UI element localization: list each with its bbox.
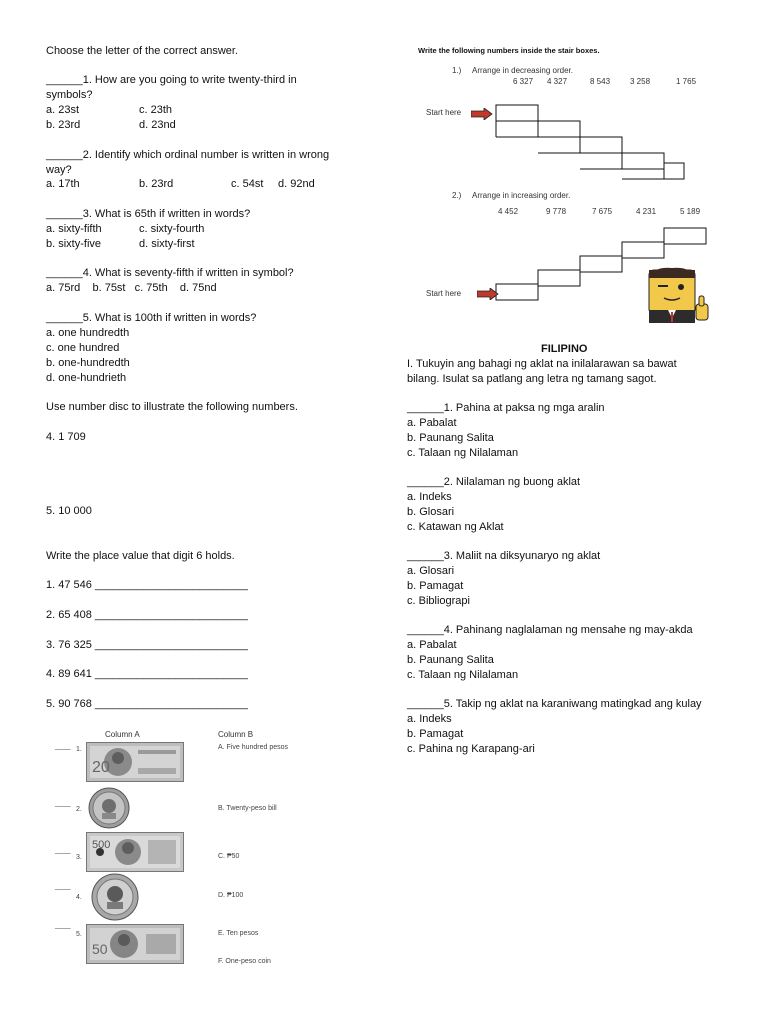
stairs-part1-label: 1.) Arrange in decreasing order.: [452, 66, 573, 75]
disc-instruction: Use number disc to illustrate the following numbers.: [46, 401, 298, 413]
ten-peso-coin-image: [90, 872, 140, 922]
stair-box[interactable]: [664, 228, 706, 244]
q3-stem: ______3. What is 65th if written in words?: [46, 208, 251, 220]
stairs-title: Write the following numbers inside the stair boxes.: [418, 46, 600, 55]
match-number: 3.: [76, 854, 82, 861]
fil-q2-choice-c: c. Katawan ng Aklat: [407, 521, 504, 533]
q1-choice-c: c. 23th: [139, 104, 173, 116]
q5-stem: ______5. What is 100th if written in words?: [46, 312, 257, 324]
fil-q5-choice-a: a. Indeks: [407, 713, 452, 725]
fil-q2-choice-b: b. Glosari: [407, 506, 455, 518]
match-blank: ____: [55, 743, 71, 750]
q3-choice-b: b. sixty-five: [46, 238, 102, 250]
fil-q1-choice-b: b. Paunang Salita: [407, 432, 494, 444]
q5-choice-c: c. one hundred: [46, 342, 120, 354]
filipino-heading: FILIPINO: [541, 343, 588, 355]
stair-box[interactable]: [580, 137, 622, 153]
bill-denomination: 50: [92, 941, 108, 957]
q2-choice-a: a. 17th: [46, 178, 80, 190]
math-instruction: Choose the letter of the correct answer.: [46, 45, 238, 57]
q3-choice-a: a. sixty-fifth: [46, 223, 102, 235]
stair-box[interactable]: [622, 153, 664, 169]
fil-q3-choice-a: a. Glosari: [407, 565, 455, 577]
place-item: 4. 89 641 _________________________: [46, 668, 248, 680]
column-b-item: A. Five hundred pesos: [218, 744, 289, 751]
fil-q2-choice-a: a. Indeks: [407, 491, 452, 503]
column-b-item: D. ₱100: [218, 892, 244, 899]
stairs-number: 1 765: [676, 77, 697, 86]
stairs-number: 6 327: [513, 77, 534, 86]
q1-choice-a: a. 23st: [46, 104, 80, 116]
q4-choices: a. 75rd b. 75st c. 75th d. 75nd: [46, 282, 217, 294]
fil-q5-choice-c: c. Pahina ng Karapang-ari: [407, 743, 535, 755]
stair-box[interactable]: [538, 121, 580, 137]
fil-q4-choice-a: a. Pabalat: [407, 639, 457, 651]
place-instruction: Write the place value that digit 6 holds.: [46, 550, 235, 562]
fil-q1-choice-a: a. Pabalat: [407, 417, 457, 429]
match-blank: ____: [55, 800, 71, 807]
q2-choice-b: b. 23rd: [139, 178, 174, 190]
q1-stem: ______1. How are you going to write twenty-third in: [46, 74, 297, 86]
column-a-header: Column A: [105, 730, 140, 739]
place-item: 2. 65 408 _________________________: [46, 609, 248, 621]
stairs-number: 5 189: [680, 207, 701, 216]
stairs-number: 4 231: [636, 207, 657, 216]
match-number: 1.: [76, 746, 82, 753]
column-b-header: Column B: [218, 730, 254, 739]
five-hundred-peso-bill-image: [86, 832, 184, 872]
q5-choice-b: b. one-hundredth: [46, 357, 130, 369]
place-item: 3. 76 325 _________________________: [46, 639, 248, 651]
stair-box[interactable]: [496, 284, 538, 300]
peso-coin-image: [88, 787, 130, 829]
stair-boxes-decreasing: [494, 103, 694, 183]
q5-choice-a: a. one hundredth: [46, 327, 130, 339]
bill-denomination: 20: [92, 759, 110, 776]
fil-q3-stem: ______3. Maliit na diksyunaryo ng aklat: [407, 550, 601, 562]
fil-q4-choice-c: c. Talaan ng Nilalaman: [407, 669, 519, 681]
filipino-instruction-cont: bilang. Isulat sa patlang ang letra ng tamang sagot.: [407, 373, 657, 385]
stair-box[interactable]: [496, 105, 538, 121]
match-number: 4.: [76, 894, 82, 901]
disc-item-5: 5. 10 000: [46, 505, 92, 517]
disc-item-4: 4. 1 709: [46, 431, 86, 443]
column-b-item: F. One-peso coin: [218, 958, 271, 965]
fil-q4-stem: ______4. Pahinang naglalaman ng mensahe ng may-akda: [407, 624, 693, 636]
stair-box[interactable]: [622, 242, 664, 258]
column-b-item: C. ₱50: [218, 853, 240, 860]
column-b-item: B. Twenty-peso bill: [218, 805, 277, 812]
fil-q3-choice-c: c. Bibliograpi: [407, 595, 470, 607]
fil-q5-stem: ______5. Takip ng aklat na karaniwang matingkad ang kulay: [407, 698, 702, 710]
place-item: 1. 47 546 _________________________: [46, 579, 248, 591]
fil-q4-choice-b: b. Paunang Salita: [407, 654, 494, 666]
q4-stem: ______4. What is seventy-fifth if written in symbol?: [46, 267, 294, 279]
fil-q5-choice-b: b. Pamagat: [407, 728, 464, 740]
fil-q1-choice-c: c. Talaan ng Nilalaman: [407, 447, 519, 459]
stairs-number: 4 327: [547, 77, 568, 86]
start-here-label: Start here: [426, 289, 462, 298]
place-item: 5. 90 768 _________________________: [46, 698, 248, 710]
stairs-number: 3 258: [630, 77, 651, 86]
fifty-peso-bill-image: [86, 924, 184, 964]
filipino-instruction: I. Tukuyin ang bahagi ng aklat na inilalarawan sa bawat: [407, 358, 677, 370]
q1-choice-b: b. 23rd: [46, 119, 81, 131]
q2-choice-d: d. 92nd: [278, 178, 315, 190]
bill-denomination: 500: [92, 839, 111, 851]
match-blank: ____: [55, 883, 71, 890]
q2-stem-cont: way?: [46, 164, 72, 176]
match-number: 2.: [76, 806, 82, 813]
stairs-number: 8 543: [590, 77, 611, 86]
column-b-item: E. Ten pesos: [218, 930, 259, 937]
start-here-label: Start here: [426, 108, 462, 117]
q1-stem-cont: symbols?: [46, 89, 93, 101]
q3-choice-c: c. sixty-fourth: [139, 223, 205, 235]
arrow-right-icon: [477, 288, 499, 300]
match-number: 5.: [76, 931, 82, 938]
arrow-right-icon: [471, 108, 493, 120]
q3-choice-d: d. sixty-first: [139, 238, 195, 250]
fil-q3-choice-b: b. Pamagat: [407, 580, 464, 592]
q1-choice-d: d. 23nd: [139, 119, 176, 131]
stair-box[interactable]: [580, 256, 622, 272]
stair-box[interactable]: [538, 270, 580, 286]
fil-q1-stem: ______1. Pahina at paksa ng mga aralin: [407, 402, 605, 414]
stairs-number: 9 778: [546, 207, 567, 216]
q2-stem: ______2. Identify which ordinal number is written in wrong: [46, 149, 330, 161]
stairs-number: 7 675: [592, 207, 613, 216]
stair-box[interactable]: [664, 163, 684, 179]
twenty-peso-bill-image: [86, 742, 184, 782]
thumbs-up-man-icon: [646, 266, 712, 324]
match-blank: ____: [55, 922, 71, 929]
stairs-number: 4 452: [498, 207, 519, 216]
stairs-part2-label: 2.) Arrange in increasing order.: [452, 191, 571, 200]
q5-choice-d: d. one-hundrieth: [46, 372, 127, 384]
fil-q2-stem: ______2. Nilalaman ng buong aklat: [407, 476, 581, 488]
q2-choice-c: c. 54st: [231, 178, 264, 190]
match-blank: ____: [55, 847, 71, 854]
